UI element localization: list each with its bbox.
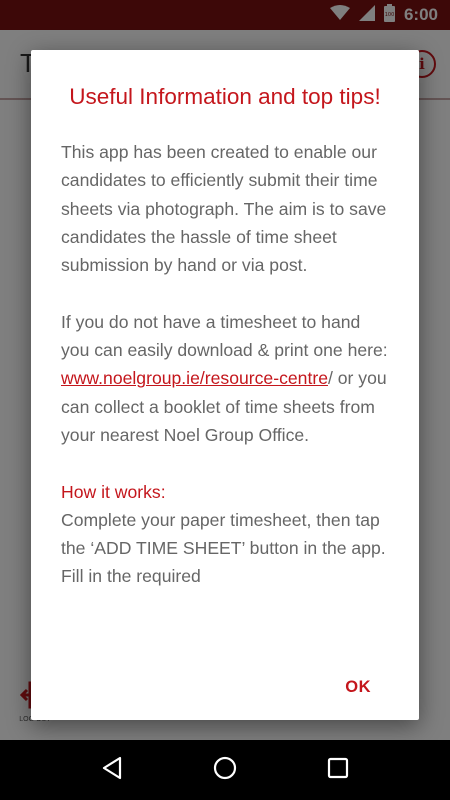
info-dialog	[31, 50, 419, 720]
back-button[interactable]	[92, 750, 132, 790]
navigation-bar	[0, 740, 450, 800]
home-icon	[213, 756, 237, 784]
back-icon	[101, 756, 123, 784]
dialog-title: Useful Information and top tips!	[69, 84, 381, 109]
resource-centre-link[interactable]: www.noelgroup.ie/​resource-centre	[61, 368, 328, 389]
recents-icon	[327, 757, 349, 783]
download-text: If you do not have a timesheet to hand you can easily download & print one here:	[61, 311, 388, 361]
collect-text: / or you can collect a booklet of time sheets from your nearest Noel Group Office.	[61, 368, 387, 445]
download-paragraph	[61, 308, 389, 449]
ok-button[interactable]: OK	[345, 678, 371, 696]
dialog-content[interactable]	[31, 50, 419, 660]
how-it-works-text: Complete your paper timesheet, then tap the ‘ADD TIME SHEET’ button in the app. Fill in the required	[61, 509, 386, 587]
how-it-works-heading: How it works:	[61, 481, 166, 502]
recents-button[interactable]	[318, 750, 358, 790]
dialog-body	[61, 138, 389, 591]
intro-paragraph: This app has been created to enable our candidates to efficiently submit their time sheets via photograph. The aim is to save candidates the hassle of time sheet submission by hand or via post.	[61, 142, 387, 276]
home-button[interactable]	[205, 750, 245, 790]
dialog-actions	[31, 660, 419, 720]
